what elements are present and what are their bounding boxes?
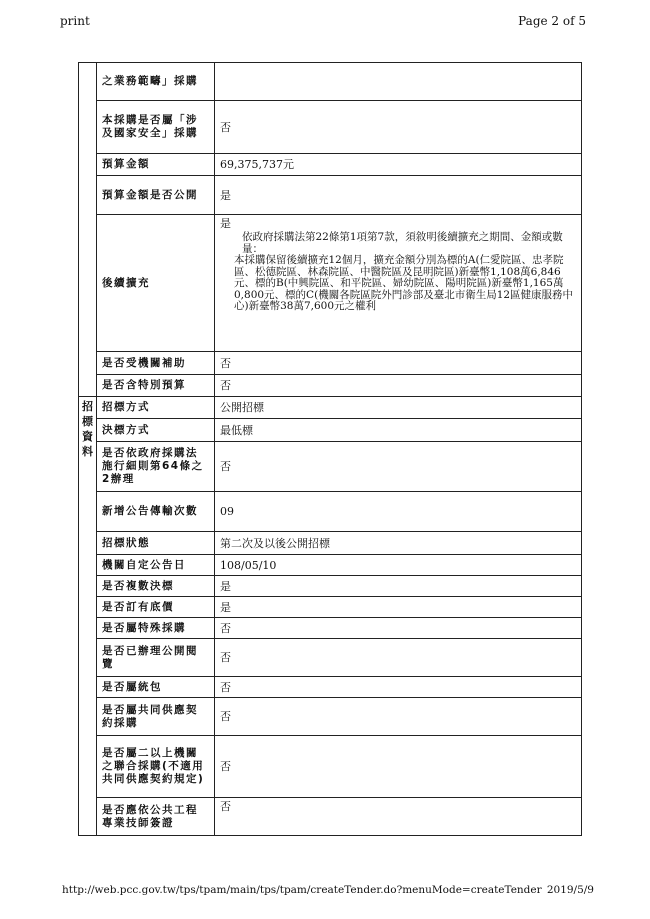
row-label: 是否屬統包 [97, 677, 215, 698]
tender-info-table [78, 62, 582, 836]
table-row [79, 555, 582, 576]
row-value: 公開招標 [215, 397, 582, 419]
extension-rule: 依政府採購法第22條第1項第7款，須敘明後續擴充之期間、金額或數量： [242, 231, 563, 255]
source-url: http://web.pcc.gov.tw/tps/tpam/main/tps/tpam/createTender.do?menuMode=createTender [62, 884, 542, 896]
row-label: 是否含特別預算 [97, 375, 215, 397]
table-row [79, 215, 582, 352]
table-row [79, 532, 582, 555]
row-value: 否 [215, 101, 582, 154]
table-row [79, 419, 582, 442]
row-label: 機關自定公告日 [97, 555, 215, 576]
section-char: 料 [82, 445, 93, 458]
row-label: 是否屬特殊採購 [97, 618, 215, 639]
row-value: 否 [215, 798, 582, 836]
row-value: 09 [215, 492, 582, 532]
budget-amount: 69,375,737元 [215, 154, 582, 176]
row-label: 預算金額是否公開 [97, 176, 215, 215]
table-row [79, 154, 582, 176]
row-label: 招標狀態 [97, 532, 215, 555]
extension-cell [215, 215, 582, 352]
page-number: Page 2 of 5 [518, 14, 586, 28]
row-label: 是否屬二以上機關之聯合採購(不適用共同供應契約規定) [97, 736, 215, 798]
print-label: print [60, 14, 90, 28]
row-value [215, 63, 582, 101]
row-value: 否 [215, 352, 582, 375]
table-row [79, 597, 582, 618]
table-row [79, 639, 582, 677]
table-row [79, 736, 582, 798]
row-value: 否 [215, 618, 582, 639]
row-value: 否 [215, 375, 582, 397]
row-value: 最低標 [215, 419, 582, 442]
table-row [79, 375, 582, 397]
row-label: 本採購是否屬「涉及國家安全」採購 [97, 101, 215, 154]
row-label: 之業務範疇」採購 [97, 63, 215, 101]
extension-flag: 是 [220, 217, 231, 230]
section-char: 資 [82, 430, 93, 443]
section-label [79, 397, 97, 836]
row-label: 後續擴充 [97, 215, 215, 352]
row-label: 是否訂有底價 [97, 597, 215, 618]
table-row [79, 176, 582, 215]
row-value: 108/05/10 [215, 555, 582, 576]
row-label: 預算金額 [97, 154, 215, 176]
row-value: 是 [215, 576, 582, 597]
section-char: 標 [82, 415, 93, 428]
table-row [79, 101, 582, 154]
row-value: 第二次及以後公開招標 [215, 532, 582, 555]
row-value: 否 [215, 442, 582, 492]
print-date: 2019/5/9 [546, 884, 594, 896]
section-char: 招 [82, 400, 93, 413]
row-label: 是否依政府採購法施行細則第64條之2辦理 [97, 442, 215, 492]
row-value: 是 [215, 176, 582, 215]
row-label: 是否複數決標 [97, 576, 215, 597]
table-row [79, 352, 582, 375]
row-label: 是否受機關補助 [97, 352, 215, 375]
table-row [79, 677, 582, 698]
row-value: 否 [215, 639, 582, 677]
table-row [79, 397, 582, 419]
row-value: 否 [215, 698, 582, 736]
side-blank-cell [79, 63, 97, 397]
row-value: 否 [215, 677, 582, 698]
table-row [79, 798, 582, 836]
row-label: 是否屬共同供應契約採購 [97, 698, 215, 736]
table-row [79, 698, 582, 736]
table-row [79, 442, 582, 492]
table-row [79, 492, 582, 532]
row-label: 是否應依公共工程專業技師簽證 [97, 798, 215, 836]
table-row [79, 618, 582, 639]
row-label: 決標方式 [97, 419, 215, 442]
row-label: 是否已辦理公開閱覽 [97, 639, 215, 677]
row-value: 是 [215, 597, 582, 618]
extension-description: 本採購保留後續擴充12個月，擴充金額分別為標的A(仁愛院區、忠孝院區、松德院區、林森院區、中醫院區及昆明院區)新臺幣1,108萬6,846元、標的B(中興院區、和平院區、婦幼院區、陽明院區)新臺幣1,165萬0,800元、標的C(機關各院區院外門診部及臺北市衛生局12區健康服務中心)新臺幣38萬7,600元之權利 [234, 254, 574, 312]
table-row [79, 576, 582, 597]
row-value: 否 [215, 736, 582, 798]
row-label: 招標方式 [97, 397, 215, 419]
row-label: 新增公告傳輸次數 [97, 492, 215, 532]
extension-details [220, 232, 576, 313]
table-row [79, 63, 582, 101]
